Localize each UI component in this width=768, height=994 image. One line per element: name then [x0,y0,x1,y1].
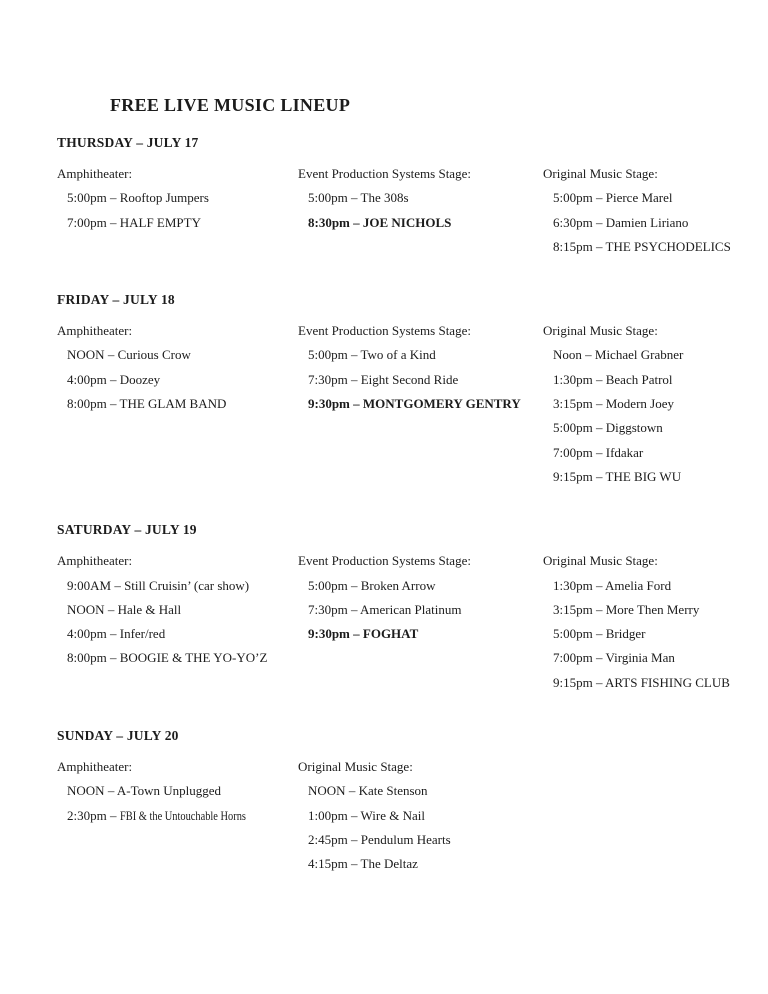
slot-separator: – [592,601,606,617]
slot-time: 2:30pm [67,807,107,823]
slot-time: 7:00pm [553,650,593,666]
day-heading: FRIDAY – JULY 18 [57,292,175,308]
slot-separator: – [106,190,120,206]
slot-artist: Rooftop Jumpers [119,190,209,206]
schedule-slot [543,441,768,465]
slot-time: 8:30pm [308,214,350,230]
stage-name: Amphitheater: [57,759,133,775]
slot-separator: – [345,783,359,799]
schedule-slot [543,574,768,598]
slot-separator: – [106,396,120,412]
day-section [57,131,768,259]
slot-time: 9:15pm [553,674,593,690]
stage-column [57,162,298,259]
slot-separator: – [111,577,125,593]
slot-artist: THE GLAM BAND [119,396,227,412]
slot-artist: More Then Merry [605,601,700,617]
stage-column [298,319,543,489]
slot-artist: Kate Stenson [358,783,428,799]
day-section [57,724,768,876]
slot-time: 4:00pm [67,371,107,387]
stage-column [57,319,298,489]
stage-name: Event Production Systems Stage: [298,553,471,569]
slot-artist: Amelia Ford [605,577,672,593]
slot-time: 3:15pm [553,601,593,617]
slot-time: NOON [308,783,346,799]
slot-artist: Curious Crow [117,347,191,363]
schedule-slot [543,235,768,259]
slot-separator: – [106,807,120,823]
schedule-slot [57,804,298,828]
slot-separator: – [592,674,606,690]
slot-separator: – [592,650,606,666]
slot-artist: BOOGIE & THE YO-YO’Z [119,650,268,666]
stage-name: Amphitheater: [57,323,133,339]
slot-separator: – [347,371,361,387]
slot-separator: – [104,783,117,799]
slot-separator: – [347,577,361,593]
stage-name: Event Production Systems Stage: [298,166,471,181]
slot-time: 2:45pm [308,831,348,847]
lineup-days [57,131,768,877]
slot-separator: – [581,347,595,363]
stage-column [298,549,543,695]
slot-time: 9:00AM [67,577,112,593]
slot-artist: FOGHAT [362,626,419,642]
schedule-slot [543,186,768,210]
slot-time: 8:15pm [553,238,593,254]
slot-time: 6:30pm [553,214,593,230]
schedule-slot [298,368,543,392]
slot-time: NOON [67,601,105,617]
slot-time: NOON [67,783,105,799]
day-section [57,288,768,489]
slot-time: 5:00pm [67,190,107,206]
schedule-slot [57,622,298,646]
stage-name: Event Production Systems Stage: [298,323,471,339]
slot-artist: ARTS FISHING CLUB [605,674,730,690]
schedule-slot [298,779,543,803]
slot-artist: Still Cruisin’ (car show) [124,577,250,593]
slot-time: 7:30pm [308,371,348,387]
slot-artist: Doozey [119,371,161,387]
schedule-slot [543,211,768,235]
day-heading: SUNDAY – JULY 20 [57,728,179,744]
slot-time: 4:15pm [308,856,348,872]
slot-artist: Damien Liriano [605,214,689,230]
schedule-slot [543,671,768,695]
stage-name: Amphitheater: [57,166,133,181]
slot-artist: Diggstown [605,420,663,436]
slot-time: 7:00pm [67,214,107,230]
slot-artist: The 308s [360,190,409,206]
slot-separator: – [347,807,361,823]
slot-separator: – [347,190,361,206]
slot-separator: – [347,831,361,847]
slot-artist: Pendulum Hearts [360,831,451,847]
slot-separator: – [106,214,120,230]
schedule-slot [298,343,543,367]
schedule-slot [543,598,768,622]
slot-artist: THE BIG WU [605,468,682,484]
slot-separator: – [592,577,606,593]
slot-time: 7:00pm [553,444,593,460]
slot-separator: – [106,650,120,666]
slot-time: 1:30pm [553,577,593,593]
slot-separator: – [592,214,606,230]
schedule-slot [543,622,768,646]
slot-time: 5:00pm [308,577,348,593]
slot-separator: – [592,190,606,206]
stage-column [57,549,298,695]
schedule-slot [298,574,543,598]
slot-artist: MONTGOMERY GENTRY [362,396,521,412]
slot-separator: – [349,214,363,230]
slot-time: Noon [553,347,582,363]
slot-time: 4:00pm [67,626,107,642]
day-heading: SATURDAY – JULY 19 [57,522,197,538]
schedule-slot [57,779,298,803]
slot-artist: Wire & Nail [360,807,425,823]
slot-artist: The Deltaz [360,856,418,872]
slot-artist: Eight Second Ride [360,371,459,387]
stage-column [543,319,768,489]
schedule-slot [298,211,543,235]
slot-time: 8:00pm [67,650,107,666]
slot-separator: – [592,371,606,387]
stage-column [298,162,543,259]
slot-artist: American Platinum [360,601,462,617]
slot-separator: – [104,601,118,617]
stage-name: Original Music Stage: [543,553,658,569]
stage-column [543,162,768,259]
stage-column [543,549,768,695]
slot-time: 5:00pm [553,420,593,436]
slot-time: 5:00pm [308,190,348,206]
slot-artist: Ifdakar [605,444,644,460]
slot-artist: THE PSYCHODELICS [605,238,731,254]
slot-separator: – [592,396,606,412]
slot-time: 7:30pm [308,601,348,617]
stage-columns [57,319,768,489]
schedule-slot [57,646,298,670]
slot-artist: FBI & the Untouchable Horns [119,807,246,823]
slot-artist: HALF EMPTY [119,214,201,230]
schedule-slot [298,622,543,646]
slot-time: 5:00pm [553,626,593,642]
schedule-slot [57,368,298,392]
slot-time: NOON [67,347,105,363]
schedule-slot [543,392,768,416]
slot-time: 1:30pm [553,371,593,387]
page-title: FREE LIVE MUSIC LINEUP [110,95,351,115]
schedule-slot [298,828,543,852]
slot-artist: JOE NICHOLS [362,214,452,230]
schedule-slot [298,392,543,416]
slot-time: 9:15pm [553,468,593,484]
schedule-slot [298,804,543,828]
schedule-slot [543,465,768,489]
schedule-slot [543,368,768,392]
slot-artist: Virginia Man [605,650,675,666]
slot-artist: Two of a Kind [360,347,436,363]
schedule-slot [298,852,543,876]
stage-columns [57,162,768,259]
schedule-slot [57,574,298,598]
slot-artist: Pierce Marel [605,190,673,206]
slot-separator: – [106,371,120,387]
slot-time: 1:00pm [308,807,348,823]
slot-separator: – [104,347,118,363]
slot-time: 3:15pm [553,396,593,412]
schedule-slot [543,343,768,367]
schedule-slot [298,598,543,622]
day-section [57,518,768,695]
stage-name: Amphitheater: [57,553,133,569]
slot-separator: – [347,856,361,872]
slot-artist: Bridger [605,626,646,642]
slot-time: 5:00pm [553,190,593,206]
schedule-slot [57,392,298,416]
slot-separator: – [592,468,606,484]
slot-time: 9:30pm [308,626,350,642]
slot-artist: Hale & Hall [117,601,182,617]
schedule-slot [57,211,298,235]
slot-separator: – [349,626,363,642]
slot-separator: – [592,238,606,254]
slot-separator: – [349,396,363,412]
stage-name: Original Music Stage: [543,323,658,339]
stage-column [298,755,543,876]
schedule-slot [57,343,298,367]
slot-time: 9:30pm [308,396,350,412]
schedule-slot [298,186,543,210]
stage-name: Original Music Stage: [298,759,413,775]
slot-separator: – [592,626,606,642]
slot-time: 5:00pm [308,347,348,363]
slot-artist: Infer/red [119,626,166,642]
schedule-slot [543,416,768,440]
stage-column [57,755,298,876]
stage-name: Original Music Stage: [543,166,658,181]
slot-artist: A-Town Unplugged [116,783,222,799]
schedule-slot [57,598,298,622]
slot-separator: – [106,626,120,642]
slot-artist: Michael Grabner [594,347,684,363]
slot-time: 8:00pm [67,396,107,412]
schedule-slot [57,186,298,210]
slot-artist: Modern Joey [605,396,674,412]
stage-columns [57,755,768,876]
schedule-slot [543,646,768,670]
stage-columns [57,549,768,695]
slot-separator: – [592,444,606,460]
slot-artist: Broken Arrow [360,577,436,593]
day-heading: THURSDAY – JULY 17 [57,135,199,150]
slot-separator: – [347,601,361,617]
slot-separator: – [592,420,606,436]
slot-separator: – [347,347,361,363]
slot-artist: Beach Patrol [605,371,673,387]
